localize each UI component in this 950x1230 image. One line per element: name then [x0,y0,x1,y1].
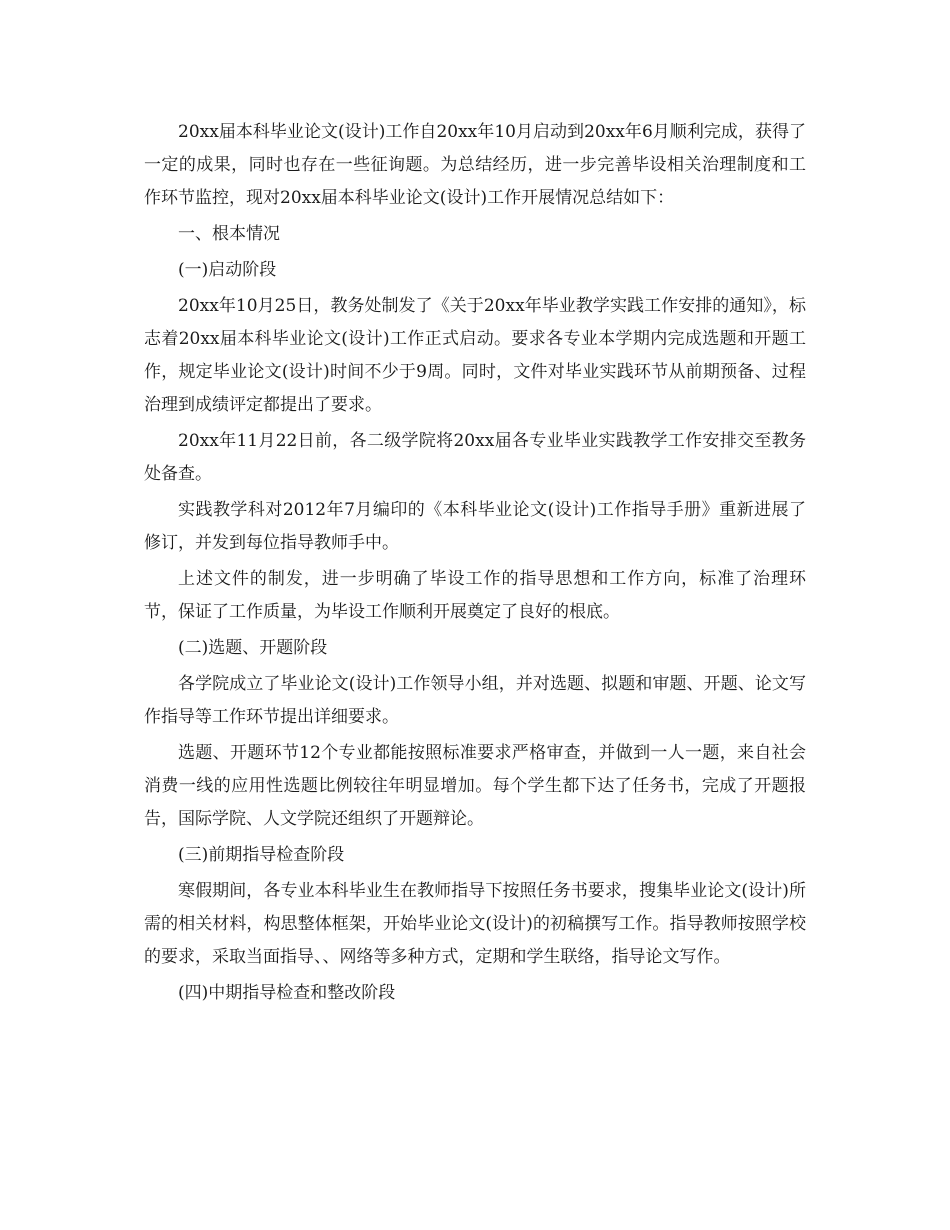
subsection-heading-topic-selection: (二)选题、开题阶段 [178,638,328,658]
paragraph-launch-notice: 20xx年10月25日，教务处制发了《关于20xx年毕业教学实践工作安排的通知》，标志着20xx届本科毕业论文(设计)工作正式启动。要求各专业本学期内完成选题和开题工作，规定毕业论文(设计)时间不少于9周。同时，文件对毕业实践环节从前期预备、过程治理到成绩评定都提出了要求。 [144,296,806,415]
subsection-heading-midterm-check: (四)中期指导检查和整改阶段 [178,983,396,1003]
paragraph-winter-break: 寒假期间，各专业本科毕业生在教师指导下按照任务书要求，搜集毕业论文(设计)所需的相关材料，构思整体框架，开始毕业论文(设计)的初稿撰写工作。指导教师按照学校的要求，采取当面指导、、网络等多种方式，定期和学生联络，指导论文写作。 [144,881,806,967]
intro-paragraph: 20xx届本科毕业论文(设计)工作自20xx年10月启动到20xx年6月顺利完成，获得了一定的成果，同时也存在一些征询题。为总结经历，进一步完善毕设相关治理制度和工作环节监控，现对20xx届本科毕业论文(设计)工作开展情况总结如下： [144,122,806,208]
section-heading-basic-situation: 一、根本情况 [178,224,280,244]
document-body [144,116,806,1013]
subsection-heading-early-guidance: (三)前期指导检查阶段 [178,845,345,865]
paragraph-leadership-groups: 各学院成立了毕业论文(设计)工作领导小组，并对选题、拟题和审题、开题、论文写作指导等工作环节提出详细要求。 [144,674,806,727]
subsection-heading-launch: (一)启动阶段 [178,260,277,280]
paragraph-schedule-submission: 20xx年11月22日前，各二级学院将20xx届各专业毕业实践教学工作安排交至教务处备查。 [144,431,806,484]
paragraph-topic-review: 选题、开题环节12个专业都能按照标准要求严格审查，并做到一人一题，来自社会消费一线的应用性选题比例较往年明显增加。每个学生都下达了任务书，完成了开题报告，国际学院、人文学院还组织了开题辩论。 [144,743,806,829]
paragraph-documents-effect: 上述文件的制发，进一步明确了毕设工作的指导思想和工作方向，标准了治理环节，保证了工作质量，为毕设工作顺利开展奠定了良好的根底。 [144,569,806,622]
paragraph-manual-revision: 实践教学科对2012年7月编印的《本科毕业论文(设计)工作指导手册》重新进展了修订，并发到每位指导教师手中。 [144,500,806,553]
